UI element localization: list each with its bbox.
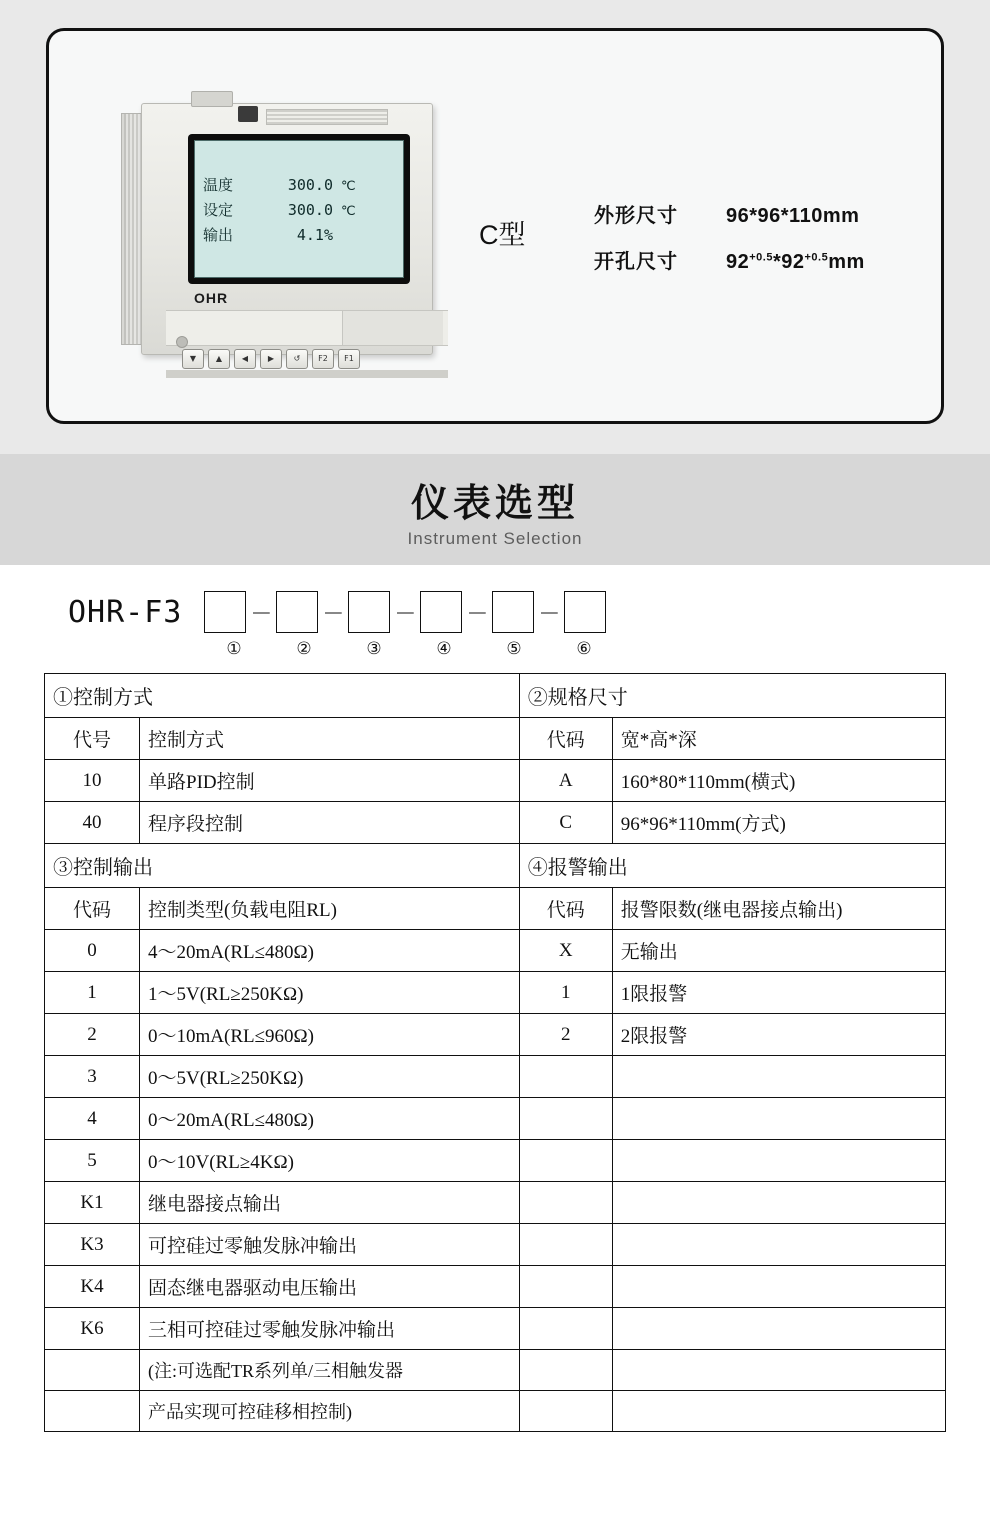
cell-alarm-blank-10 xyxy=(519,1350,612,1391)
cell-alarm-blank-4 xyxy=(519,1098,612,1140)
cell-control-output-code-2: 2 xyxy=(45,1014,140,1056)
cell-control-output-code-1: 1 xyxy=(45,972,140,1014)
key-right-icon[interactable]: ▶ xyxy=(260,349,282,369)
cell-control-output-name-1: 1～5V(RL≥250KΩ) xyxy=(140,972,520,1014)
model-type-label: C型 xyxy=(479,220,526,250)
cell-control-output-name-3: 0～5V(RL≥250KΩ) xyxy=(140,1056,520,1098)
spec-key-outer: 外形尺寸 xyxy=(594,205,678,227)
cell-alarm-blank-9 xyxy=(519,1308,612,1350)
table-row xyxy=(45,1350,946,1391)
cell-control-output-code-11 xyxy=(45,1391,140,1432)
spec-row-outer-dimension xyxy=(594,199,865,228)
cell-control-output-code-8: K4 xyxy=(45,1266,140,1308)
display-value-temperature: 300.0 xyxy=(287,175,333,194)
model-separator-3: － xyxy=(394,600,417,626)
model-index-6: ⑥ xyxy=(576,639,592,658)
table-row xyxy=(45,802,946,844)
model-index-3: ③ xyxy=(366,639,382,658)
table-row-headings-3-4 xyxy=(45,844,946,888)
cell-control-output-name-7: 可控硅过零触发脉冲输出 xyxy=(140,1224,520,1266)
product-photo-card xyxy=(46,28,944,424)
keypad xyxy=(182,348,372,370)
display-row-setpoint xyxy=(203,197,395,222)
col-header-control-mode-code: 代号 xyxy=(45,718,140,760)
display-value-output: 4.1% xyxy=(296,225,333,244)
model-separator-1: － xyxy=(250,600,273,626)
col-header-control-output-code: 代码 xyxy=(45,888,140,930)
display-row-temperature xyxy=(203,172,395,197)
model-code-row xyxy=(0,591,990,633)
top-logo-block xyxy=(238,106,258,122)
section-title-band xyxy=(0,454,990,565)
table-row xyxy=(45,1098,946,1140)
table-row xyxy=(45,1266,946,1308)
table-row-headings-1-2 xyxy=(45,674,946,718)
key-return-icon[interactable]: ↺ xyxy=(286,349,308,369)
col-header-size-name: 宽*高*深 xyxy=(612,718,945,760)
cell-alarm-blank-8b xyxy=(612,1266,945,1308)
instrument-illustration xyxy=(121,91,451,381)
cell-alarm-blank-7b xyxy=(612,1224,945,1266)
cell-alarm-blank-11b xyxy=(612,1391,945,1432)
section-title-en: Instrument Selection xyxy=(407,529,583,548)
cell-alarm-blank-6b xyxy=(612,1182,945,1224)
display-label-setpoint: 设定 xyxy=(203,201,234,219)
key-down-icon[interactable]: ▼ xyxy=(182,349,204,369)
model-box-2[interactable] xyxy=(276,591,318,633)
model-separator-4: － xyxy=(466,600,489,626)
cell-control-output-name-5: 0～10V(RL≥4KΩ) xyxy=(140,1140,520,1182)
cell-alarm-code-1: 1 xyxy=(519,972,612,1014)
table-row-col-headers-1-2 xyxy=(45,718,946,760)
display-value-setpoint: 300.0 xyxy=(287,200,333,219)
lcd-display xyxy=(194,140,404,278)
cell-control-output-code-3: 3 xyxy=(45,1056,140,1098)
table-row xyxy=(45,1308,946,1350)
cell-alarm-blank-10b xyxy=(612,1350,945,1391)
display-unit-temperature: ℃ xyxy=(341,178,356,194)
top-connector xyxy=(191,91,233,107)
table-row xyxy=(45,1140,946,1182)
display-unit-setpoint: ℃ xyxy=(341,203,356,219)
col-header-alarm-name: 报警限数(继电器接点输出) xyxy=(612,888,945,930)
key-left-icon[interactable]: ◀ xyxy=(234,349,256,369)
vent-grille xyxy=(266,109,388,125)
cell-control-mode-name-0: 单路PID控制 xyxy=(140,760,520,802)
col-header-control-mode-name: 控制方式 xyxy=(140,718,520,760)
cell-alarm-blank-8 xyxy=(519,1266,612,1308)
cell-control-output-code-6: K1 xyxy=(45,1182,140,1224)
dimension-specs xyxy=(594,199,865,291)
cell-control-output-code-9: K6 xyxy=(45,1308,140,1350)
cell-size-code-1: C xyxy=(519,802,612,844)
model-index-2: ② xyxy=(296,639,312,658)
cell-control-output-name-6: 继电器接点输出 xyxy=(140,1182,520,1224)
model-code-area xyxy=(0,565,990,659)
cell-alarm-blank-5 xyxy=(519,1140,612,1182)
model-box-5[interactable] xyxy=(492,591,534,633)
model-box-6[interactable] xyxy=(564,591,606,633)
selection-table xyxy=(44,673,946,1432)
cell-control-output-note-2: 产品实现可控硅移相控制) xyxy=(140,1391,520,1432)
model-index-5: ⑤ xyxy=(506,639,522,658)
cell-control-output-code-7: K3 xyxy=(45,1224,140,1266)
key-up-icon[interactable]: ▲ xyxy=(208,349,230,369)
table-row xyxy=(45,760,946,802)
display-row-output xyxy=(203,222,395,247)
cell-alarm-blank-5b xyxy=(612,1140,945,1182)
table-row xyxy=(45,930,946,972)
product-photo-band xyxy=(0,0,990,454)
cell-control-mode-code-1: 40 xyxy=(45,802,140,844)
selection-table-wrap xyxy=(0,659,990,1432)
cell-alarm-code-0: X xyxy=(519,930,612,972)
cell-control-output-note-1: (注:可选配TR系列单/三相触发器 xyxy=(140,1350,520,1391)
heading-control-output: ③控制输出 xyxy=(45,844,520,888)
cell-control-output-code-10 xyxy=(45,1350,140,1391)
spec-value-cutout: $92^{+0.5}*92^{+0.5}mm$ xyxy=(726,251,865,273)
col-header-alarm-code: 代码 xyxy=(519,888,612,930)
section-title-cn: 仪表选型 xyxy=(410,483,579,525)
model-base-name: OHR-F3 xyxy=(68,594,183,630)
cell-control-mode-name-1: 程序段控制 xyxy=(140,802,520,844)
display-label-output: 输出 xyxy=(203,226,234,244)
cell-alarm-blank-6 xyxy=(519,1182,612,1224)
key-f2[interactable]: F2 xyxy=(312,349,334,369)
heading-alarm-output: ④报警输出 xyxy=(519,844,945,888)
cell-alarm-blank-7 xyxy=(519,1224,612,1266)
col-header-control-output-name: 控制类型(负载电阻RL) xyxy=(140,888,520,930)
cell-alarm-blank-4b xyxy=(612,1098,945,1140)
model-separator-2: － xyxy=(322,600,345,626)
cell-control-mode-code-0: 10 xyxy=(45,760,140,802)
spec-value-outer: 96*96*110mm xyxy=(726,205,860,227)
cell-alarm-name-1: 1限报警 xyxy=(612,972,945,1014)
heading-control-mode: ①控制方式 xyxy=(45,674,520,718)
display-label-temperature: 温度 xyxy=(203,176,234,194)
table-row xyxy=(45,1056,946,1098)
model-index-1: ① xyxy=(226,639,242,658)
cell-alarm-blank-3b xyxy=(612,1056,945,1098)
table-row xyxy=(45,1014,946,1056)
table-row xyxy=(45,1391,946,1432)
cell-alarm-name-0: 无输出 xyxy=(612,930,945,972)
cell-control-output-code-4: 4 xyxy=(45,1098,140,1140)
heading-size-spec: ②规格尺寸 xyxy=(519,674,945,718)
table-row xyxy=(45,1224,946,1266)
spec-key-cutout: 开孔尺寸 xyxy=(594,251,678,273)
model-box-4[interactable] xyxy=(420,591,462,633)
cell-control-output-code-0: 0 xyxy=(45,930,140,972)
table-row xyxy=(45,1182,946,1224)
model-box-3[interactable] xyxy=(348,591,390,633)
cell-control-output-name-2: 0～10mA(RL≤960Ω) xyxy=(140,1014,520,1056)
cell-alarm-blank-9b xyxy=(612,1308,945,1350)
cell-alarm-code-2: 2 xyxy=(519,1014,612,1056)
col-header-size-code: 代码 xyxy=(519,718,612,760)
cell-control-output-name-9: 三相可控硅过零触发脉冲输出 xyxy=(140,1308,520,1350)
spec-row-cutout-dimension xyxy=(594,245,865,274)
cell-alarm-name-2: 2限报警 xyxy=(612,1014,945,1056)
display-bezel xyxy=(188,134,410,284)
brand-logo: OHR xyxy=(194,290,229,306)
key-f1[interactable]: F1 xyxy=(338,349,360,369)
model-index-4: ④ xyxy=(436,639,452,658)
model-separator-5: － xyxy=(538,600,561,626)
table-row-col-headers-3-4 xyxy=(45,888,946,930)
indicator-led xyxy=(176,336,188,348)
bottom-edge xyxy=(166,370,448,378)
front-panel-strip xyxy=(166,310,448,346)
cell-size-name-1: 96*96*110mm(方式) xyxy=(612,802,945,844)
cell-alarm-blank-3 xyxy=(519,1056,612,1098)
cell-size-code-0: A xyxy=(519,760,612,802)
front-panel-inset xyxy=(342,311,443,345)
model-box-1[interactable] xyxy=(204,591,246,633)
cell-alarm-blank-11 xyxy=(519,1391,612,1432)
model-index-row xyxy=(0,639,990,659)
cell-control-output-code-5: 5 xyxy=(45,1140,140,1182)
cell-control-output-name-8: 固态继电器驱动电压输出 xyxy=(140,1266,520,1308)
instrument-body xyxy=(141,103,433,363)
cell-control-output-name-0: 4～20mA(RL≤480Ω) xyxy=(140,930,520,972)
cell-size-name-0: 160*80*110mm(横式) xyxy=(612,760,945,802)
cell-control-output-name-4: 0～20mA(RL≤480Ω) xyxy=(140,1098,520,1140)
table-row xyxy=(45,972,946,1014)
